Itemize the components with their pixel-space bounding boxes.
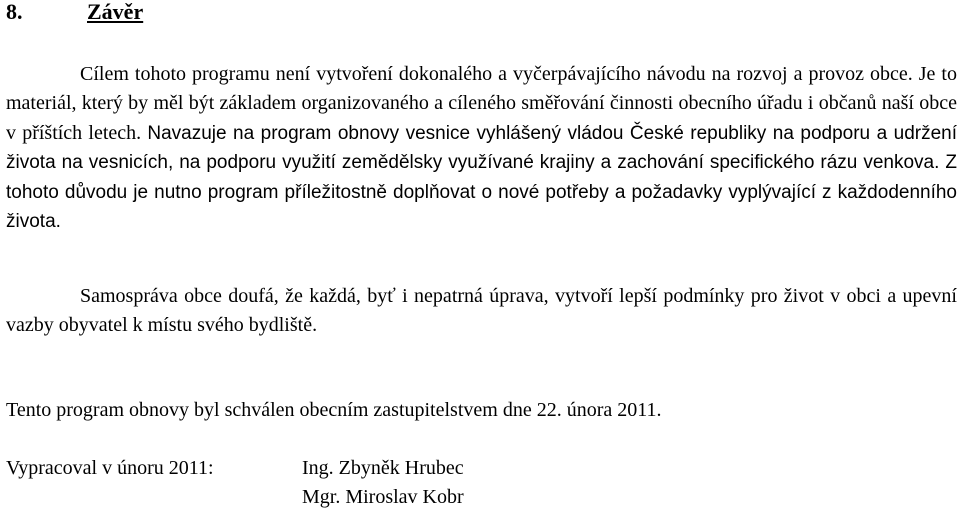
prepared-label: Vypracoval v únoru 2011: [6,457,214,479]
author-name: Ing. Zbyněk Hrubec [302,457,464,479]
author-name: Mgr. Miroslav Kobr [302,486,464,508]
paragraph-purpose-continuation: Navazuje na program obnovy vesnice vyhlášený vládou České republiky na podporu a udržení života na vesnicích, na podporu využití zemědělsky využívané krajiny a zachování specifického rázu venkova. Z tohoto důvodu je nutno program příležitostně doplňovat o nové potřeby a požadavky vyplývající z každodenního života. [6,122,958,233]
section-number: 8. [6,0,23,24]
section-heading [6,0,143,26]
approval-statement: Tento program obnovy byl schválen obecním zastupitelstvem dne 22. února 2011. [6,399,662,421]
paragraph-purpose [6,60,957,236]
section-title: Závěr [87,0,144,24]
paragraph-hope: Samospráva obce doufá, že každá, byť i nepatrná úprava, vytvoří lepší podmínky pro život v obci a upevní vazby obyvatel k místu svého bydliště. [6,285,957,337]
paragraph-purpose-text: Cílem tohoto programu není vytvoření dokonalého a vyčerpávajícího návodu na rozvoj a provoz obce. Je to materiál, který by měl být základem organizovaného a cíleného směřování činnosti obecního úřadu i občanů naší obce v příštích letech. [6,63,957,144]
